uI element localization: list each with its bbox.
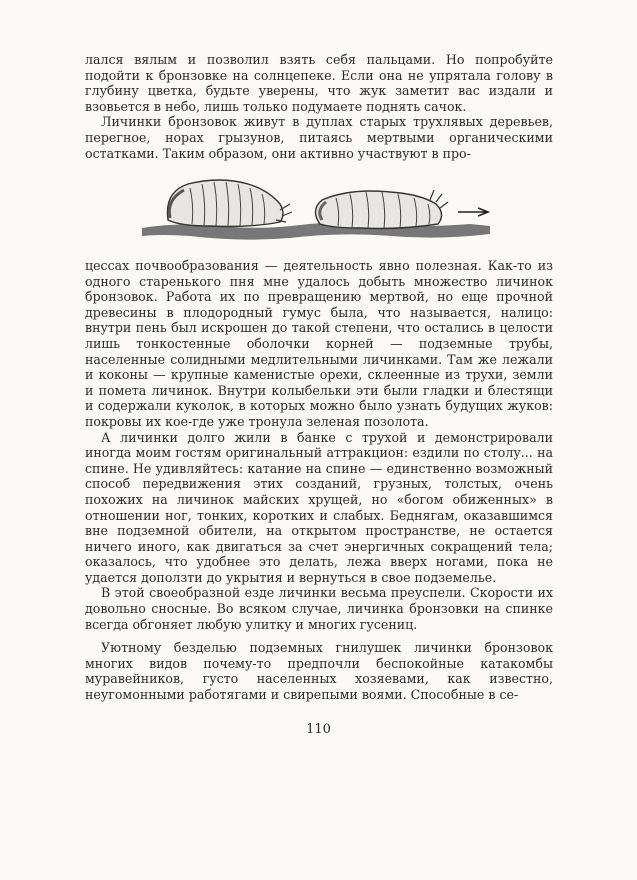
larva-right bbox=[315, 190, 448, 229]
paragraph-2-continued: цессах почвообразования — деятельность явно полезная. Как-то из одного старенького пня мне удалось добыть множество личинок бронзовок. Работа их по превращению мертвой, но еще прочной древесины в плодородный гумус была, что называется, налицо: внутри пень был искрошен до такой степени, что остались в целости лишь тонкостенные оболочки корней — подземные трубы, населенные солидными медлительными личинками. Там же лежали и коконы — крупные каменистые орехи, склеенные из трухи, земли и помета личинок. Внутри колыбельки эти были гладки и блестящи и содержали куколок, в которых можно было узнать будущих жуков: покровы их кое-где уже тронула зеленая позолота. bbox=[85, 258, 553, 429]
text-block-bottom bbox=[85, 258, 553, 703]
larvae-illustration bbox=[140, 170, 500, 248]
paragraph-5: Уютному безделью подземных гнилушек личинки бронзовок многих видов почему-то предпочли беспокойные катакомбы муравейников, густо населенных хозяевами, как известно, неугомонными работягами и свирепыми воями. Способные в се- bbox=[85, 640, 553, 703]
larva-left bbox=[167, 180, 292, 227]
text-block-top bbox=[85, 52, 553, 161]
direction-arrow bbox=[458, 208, 488, 216]
paragraph-3: А личинки долго жили в банке с трухой и демонстрировали иногда моим гостям оригинальный аттракцион: ездили по столу... на спине. Не удивляйтесь: катание на спине — единственно возможный способ передвижения этих созданий, грузных, толстых, очень похожих на личинок майских хрущей, но «богом обиженных» в отношении ног, тонких, коротких и слабых. Беднягам, оказавшимся вне подземной обители, на открытом пространстве, не остается ничего иного, как двигаться за счет энергичных сокращений тела; оказалось, что удобнее это делать, лежа вверх ногами, пока не удается доползти до укрытия и вернуться в свое подземелье. bbox=[85, 429, 553, 585]
paragraph-2-start: Личинки бронзовок живут в дуплах старых трухлявых деревьев, перегное, норах грызунов, питаясь мертвыми органическими остатками. Таким образом, они активно участвуют в про- bbox=[85, 114, 553, 161]
paragraph-1: лался вялым и позволил взять себя пальцами. Но попробуйте подойти к бронзовке на солнцепеке. Если она не упрятала голову в глубину цветка, будьте уверены, что жук заметит вас издали и взовьется в небо, лишь только подумаете поднять сачок. bbox=[85, 52, 553, 114]
paragraph-4: В этой своеобразной езде личинки весьма преуспели. Скорости их довольно сносные. Во всяком случае, личинка бронзовки на спинке всегда обгоняет любую улитку и многих гусениц. bbox=[85, 585, 553, 632]
page-number: 110 bbox=[306, 722, 331, 737]
